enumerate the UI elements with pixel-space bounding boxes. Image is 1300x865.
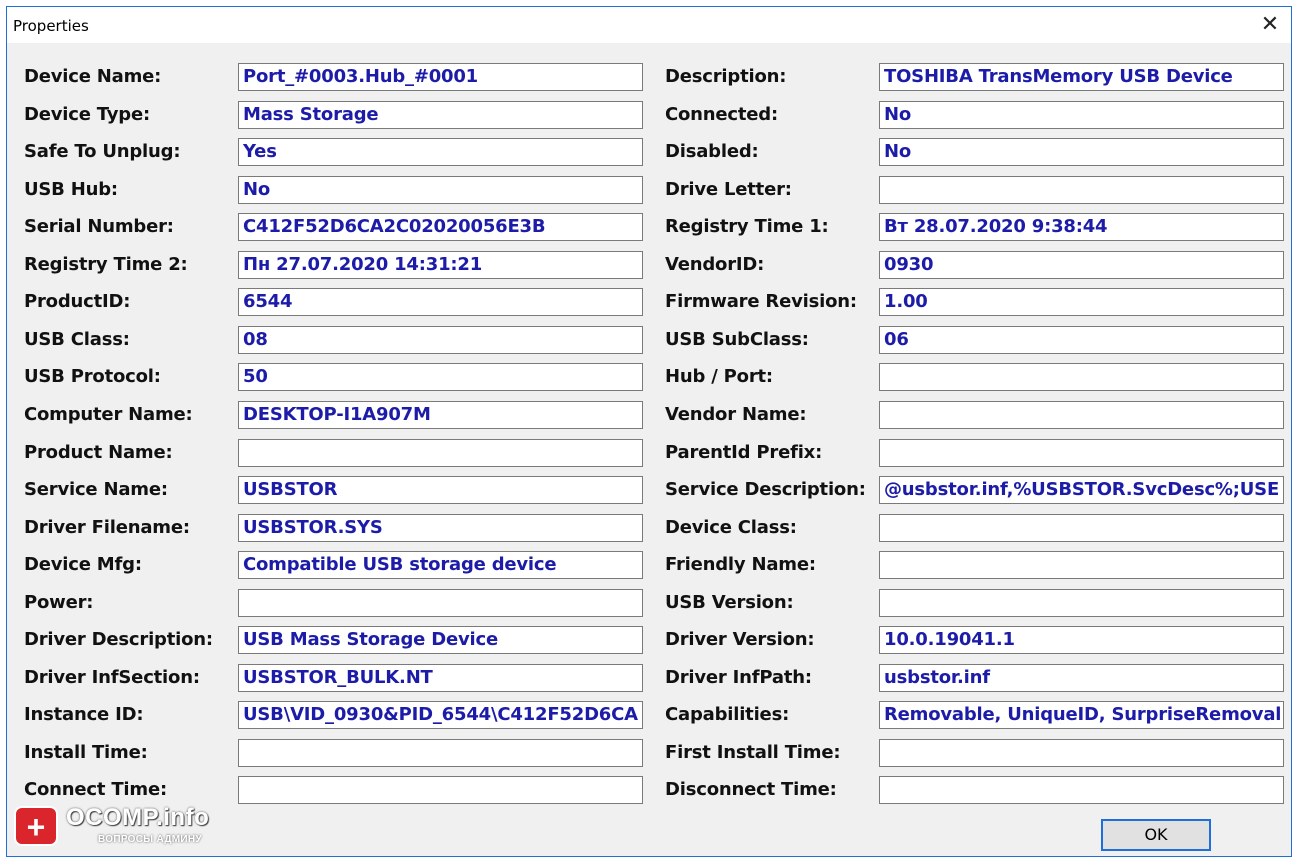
left-field-label: Driver InfSection: <box>24 667 200 688</box>
title-bar <box>7 7 1291 43</box>
left-field-label: Device Type: <box>24 104 150 125</box>
right-field-value[interactable]: No <box>879 138 1284 166</box>
window-title: Properties <box>13 17 89 35</box>
right-field-value[interactable] <box>879 776 1284 804</box>
left-field-label: Driver Description: <box>24 629 213 650</box>
right-field-label: Service Description: <box>665 479 866 500</box>
left-field-label: Serial Number: <box>24 216 174 237</box>
watermark-brand: OCOMP.info <box>66 804 210 831</box>
right-field-label: Device Class: <box>665 517 797 538</box>
left-field-label: Device Name: <box>24 66 162 87</box>
left-field-value[interactable]: 08 <box>238 326 643 354</box>
right-field-value[interactable] <box>879 514 1284 542</box>
left-field-value[interactable]: USBSTOR_BULK.NT <box>238 664 643 692</box>
right-field-label: First Install Time: <box>665 742 841 763</box>
left-field-value[interactable]: C412F52D6CA2C02020056E3B <box>238 213 643 241</box>
left-field-label: Driver Filename: <box>24 517 190 538</box>
ok-button[interactable]: OK <box>1101 819 1211 851</box>
left-field-label: ProductID: <box>24 291 131 312</box>
right-field-label: Registry Time 1: <box>665 216 829 237</box>
left-field-value[interactable] <box>238 439 643 467</box>
right-field-label: Disconnect Time: <box>665 779 837 800</box>
watermark-logo <box>14 802 236 850</box>
left-field-label: USB Hub: <box>24 179 118 200</box>
right-field-value[interactable] <box>879 401 1284 429</box>
right-field-value[interactable]: Removable, UniqueID, SurpriseRemoval <box>879 701 1284 729</box>
left-field-value[interactable]: Пн 27.07.2020 14:31:21 <box>238 251 643 279</box>
properties-dialog <box>6 6 1292 857</box>
left-field-label: USB Class: <box>24 329 130 350</box>
left-field-value[interactable]: 6544 <box>238 288 643 316</box>
right-field-label: ParentId Prefix: <box>665 442 823 463</box>
right-field-label: Connected: <box>665 104 778 125</box>
right-field-label: Firmware Revision: <box>665 291 857 312</box>
watermark-tagline: ВОПРОСЫ АДМИНУ <box>98 834 202 845</box>
left-field-value[interactable]: USB\VID_0930&PID_6544\C412F52D6CA <box>238 701 643 729</box>
left-field-label: USB Protocol: <box>24 366 161 387</box>
left-field-label: Service Name: <box>24 479 168 500</box>
left-field-value[interactable]: USB Mass Storage Device <box>238 626 643 654</box>
left-field-value[interactable]: USBSTOR.SYS <box>238 514 643 542</box>
close-icon[interactable]: ✕ <box>1260 11 1280 36</box>
right-field-label: Driver InfPath: <box>665 667 812 688</box>
left-field-value[interactable]: No <box>238 176 643 204</box>
right-field-value[interactable] <box>879 363 1284 391</box>
left-field-label: Registry Time 2: <box>24 254 188 275</box>
left-field-label: Safe To Unplug: <box>24 141 181 162</box>
right-field-label: Hub / Port: <box>665 366 773 387</box>
left-field-value[interactable]: Compatible USB storage device <box>238 551 643 579</box>
left-field-label: Product Name: <box>24 442 173 463</box>
right-field-label: USB Version: <box>665 592 794 613</box>
right-field-label: Vendor Name: <box>665 404 807 425</box>
right-field-label: USB SubClass: <box>665 329 809 350</box>
right-field-label: Friendly Name: <box>665 554 816 575</box>
right-field-label: Disabled: <box>665 141 759 162</box>
right-field-value[interactable] <box>879 176 1284 204</box>
right-field-value[interactable] <box>879 439 1284 467</box>
left-field-value[interactable]: USBSTOR <box>238 476 643 504</box>
right-field-label: Capabilities: <box>665 704 790 725</box>
right-field-value[interactable] <box>879 589 1284 617</box>
right-field-value[interactable]: No <box>879 101 1284 129</box>
right-field-label: VendorID: <box>665 254 765 275</box>
right-field-label: Driver Version: <box>665 629 815 650</box>
right-field-label: Drive Letter: <box>665 179 792 200</box>
right-field-value[interactable]: Вт 28.07.2020 9:38:44 <box>879 213 1284 241</box>
left-field-value[interactable]: 50 <box>238 363 643 391</box>
left-field-value[interactable]: Mass Storage <box>238 101 643 129</box>
right-field-value[interactable]: 06 <box>879 326 1284 354</box>
left-field-label: Connect Time: <box>24 779 167 800</box>
left-field-value[interactable]: Yes <box>238 138 643 166</box>
right-field-value[interactable] <box>879 739 1284 767</box>
left-field-value[interactable]: DESKTOP-I1A907M <box>238 401 643 429</box>
right-field-label: Description: <box>665 66 787 87</box>
left-field-label: Device Mfg: <box>24 554 142 575</box>
left-field-label: Instance ID: <box>24 704 144 725</box>
left-field-value[interactable] <box>238 776 643 804</box>
left-field-label: Install Time: <box>24 742 148 763</box>
right-field-value[interactable]: 1.00 <box>879 288 1284 316</box>
left-field-value[interactable]: Port_#0003.Hub_#0001 <box>238 63 643 91</box>
right-field-value[interactable]: @usbstor.inf,%USBSTOR.SvcDesc%;USE <box>879 476 1284 504</box>
plus-icon: + <box>14 806 58 846</box>
right-field-value[interactable]: usbstor.inf <box>879 664 1284 692</box>
right-field-value[interactable]: 0930 <box>879 251 1284 279</box>
left-field-label: Power: <box>24 592 94 613</box>
right-field-value[interactable]: 10.0.19041.1 <box>879 626 1284 654</box>
right-field-value[interactable]: TOSHIBA TransMemory USB Device <box>879 63 1284 91</box>
left-field-value[interactable] <box>238 589 643 617</box>
left-field-value[interactable] <box>238 739 643 767</box>
right-field-value[interactable] <box>879 551 1284 579</box>
left-field-label: Computer Name: <box>24 404 193 425</box>
